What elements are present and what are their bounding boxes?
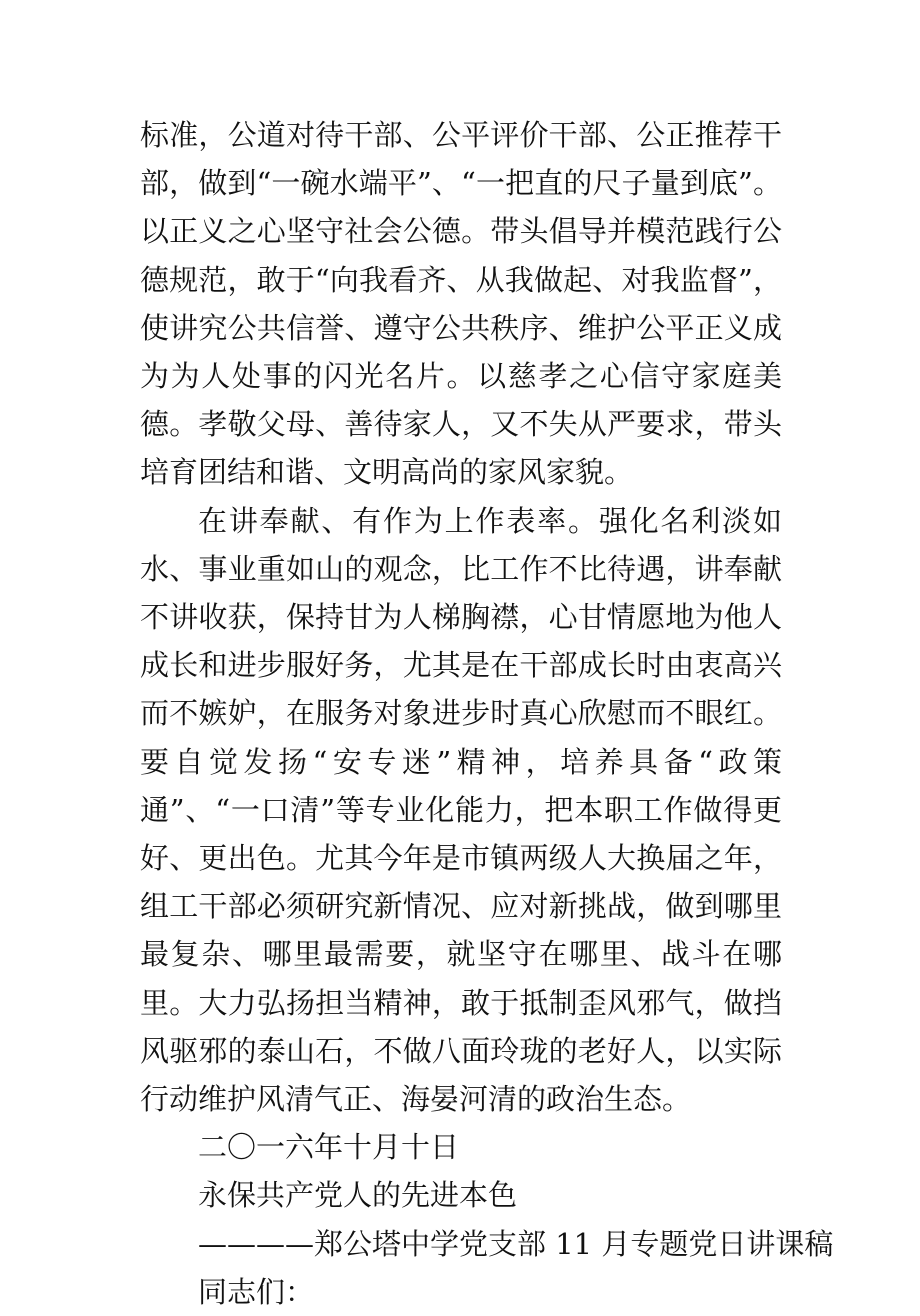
document-body: [140, 111, 834, 1316]
body-paragraph-1: 标准，公道对待干部、公平评价干部、公正推荐干部，做到“一碗水端平”、“一把直的尺子量到底”。以正义之心坚守社会公德。带头倡导并模范践行公德规范，敢于“向我看齐、从我做起、对我监督”，使讲究公共信誉、遵守公共秩序、维护公平正义成为为人处事的闪光名片。以慈孝之心信守家庭美德。孝敬父母、善待家人，又不失从严要求，带头培育团结和谐、文明高尚的家风家貌。: [140, 118, 782, 490]
speech-subtitle: ————郑公塔中学党支部 11 月专题党日讲课稿: [198, 1226, 834, 1261]
speech-title: 永保共产党人的先进本色: [198, 1178, 518, 1213]
salutation: 同志们：: [198, 1274, 315, 1309]
document-date: 二〇一六年十月十日: [198, 1130, 460, 1165]
body-paragraph-2: 在讲奉献、有作为上作表率。强化名利淡如水、事业重如山的观念，比工作不比待遇，讲奉献不讲收获，保持甘为人梯胸襟，心甘情愿地为他人成长和进步服好务，尤其是在干部成长时由衷高兴而不嫉妒，在服务对象进步时真心欣慰而不眼红。要自觉发扬“安专迷”精神，培养具备“政策通”、“一口清”等专业化能力，把本职工作做得更好、更出色。尤其今年是市镇两级人大换届之年，组工干部必须研究新情况、应对新挑战，做到哪里最复杂、哪里最需要，就坚守在哪里、战斗在哪里。大力弘扬担当精神，敢于抵制歪风邪气，做挡风驱邪的泰山石，不做八面玲珑的老好人，以实际行动维护风清气正、海晏河清的政治生态。: [140, 503, 782, 1117]
